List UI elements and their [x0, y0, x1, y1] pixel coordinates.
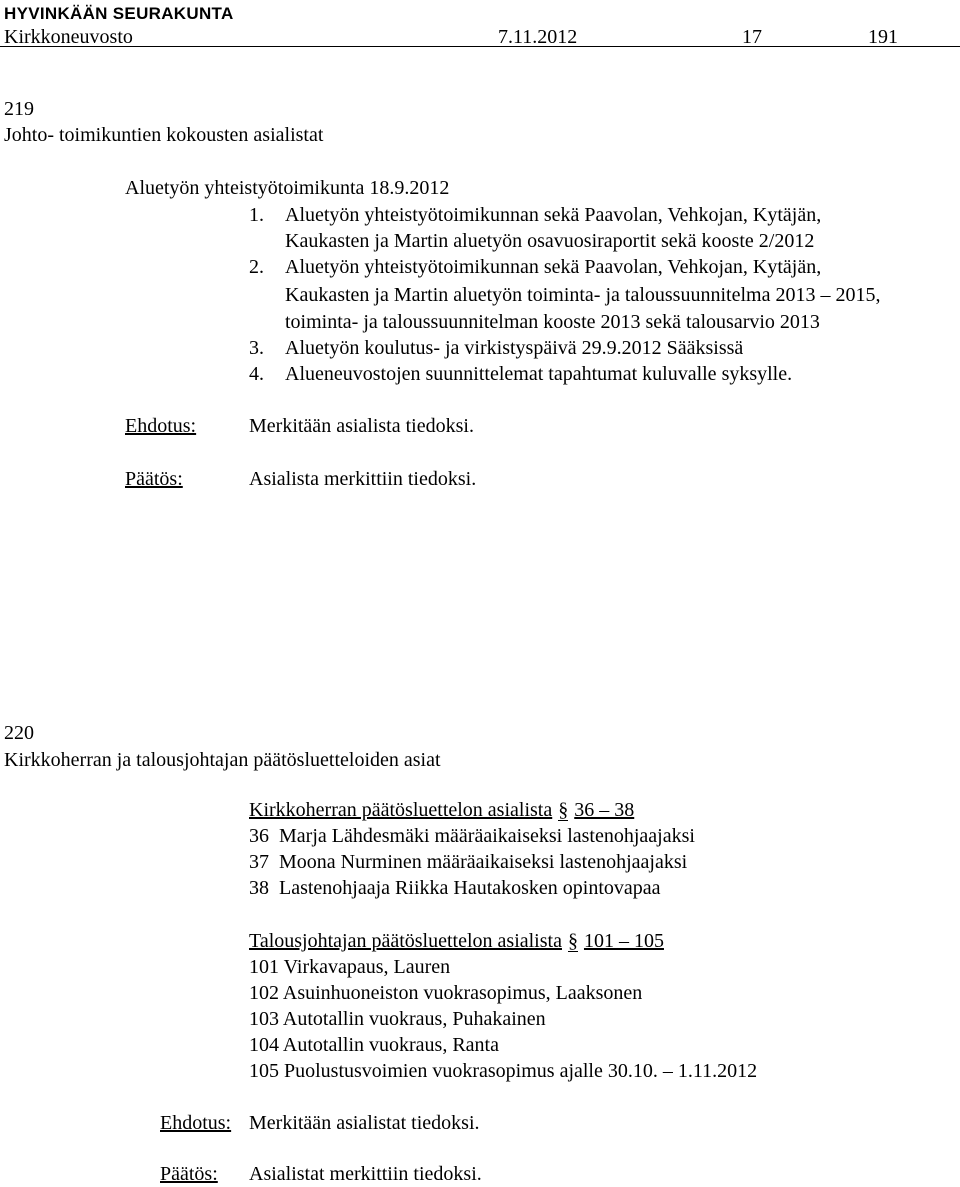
organization-name: HYVINKÄÄN SEURAKUNTA — [4, 4, 234, 23]
item-220-proposal-label: Ehdotus: — [160, 1112, 232, 1134]
list-1-range: 36 – 38 — [574, 799, 635, 821]
list-1-heading-line — [249, 797, 634, 823]
item-219-decision: Asialista merkittiin tiedoksi. — [249, 468, 477, 490]
meeting-date: 7.11.2012 — [498, 26, 578, 48]
section-mark-icon: § — [558, 799, 569, 821]
item-219-title: Johto- toimikuntien kokousten asialistat — [4, 124, 324, 146]
list-2-heading-line — [249, 928, 664, 954]
body-name: Kirkkoneuvosto — [4, 26, 133, 48]
page-number: 191 — [868, 26, 898, 48]
point-3-number: 3. — [249, 337, 264, 359]
point-2-number: 2. — [249, 256, 264, 278]
item-219-meeting: Aluetyön yhteistyötoimikunta 18.9.2012 — [125, 177, 450, 199]
item-219-proposal-label: Ehdotus: — [125, 415, 197, 437]
item-220-decision-label: Päätös: — [160, 1163, 218, 1185]
point-3-line-1: Aluetyön koulutus- ja virkistyspäivä 29.9.2012 Sääksissä — [285, 337, 744, 359]
list-2-row-103: 103 Autotallin vuokraus, Puhakainen — [249, 1008, 546, 1030]
section-number: 17 — [742, 26, 762, 48]
item-219-decision-label: Päätös: — [125, 468, 183, 490]
list-2-range: 101 – 105 — [583, 930, 664, 952]
point-2-line-3: toiminta- ja taloussuunnitelman kooste 2013 sekä talousarvio 2013 — [285, 311, 820, 333]
header-rule — [0, 46, 960, 47]
point-1-line-1: Aluetyön yhteistyötoimikunnan sekä Paavolan, Vehkojan, Kytäjän, — [285, 204, 822, 226]
list-1-row-38: 38 Lastenohjaaja Riikka Hautakosken opintovapaa — [249, 877, 661, 899]
point-2-line-1: Aluetyön yhteistyötoimikunnan sekä Paavolan, Vehkojan, Kytäjän, — [285, 256, 822, 278]
list-2-row-101: 101 Virkavapaus, Lauren — [249, 956, 451, 978]
list-2-row-104: 104 Autotallin vuokraus, Ranta — [249, 1034, 499, 1056]
section-mark-icon: § — [567, 930, 578, 952]
point-4-number: 4. — [249, 363, 264, 385]
item-220-decision: Asialistat merkittiin tiedoksi. — [249, 1163, 482, 1185]
list-2-heading: Talousjohtajan päätösluettelon asialista — [249, 930, 562, 952]
point-4-line-1: Alueneuvostojen suunnittelemat tapahtumat kuluvalle syksylle. — [285, 363, 793, 385]
item-220-proposal: Merkitään asialistat tiedoksi. — [249, 1112, 480, 1134]
point-2-line-2: Kaukasten ja Martin aluetyön toiminta- ja taloussuunnitelma 2013 – 2015, — [285, 284, 881, 306]
list-1-heading: Kirkkoherran päätösluettelon asialista — [249, 799, 553, 821]
point-1-line-2: Kaukasten ja Martin aluetyön osavuosiraportit sekä kooste 2/2012 — [285, 230, 815, 252]
item-220-title: Kirkkoherran ja talousjohtajan päätösluetteloiden asiat — [4, 749, 441, 771]
list-2-row-105: 105 Puolustusvoimien vuokrasopimus ajalle 30.10. – 1.11.2012 — [249, 1060, 758, 1082]
point-1-number: 1. — [249, 204, 264, 226]
item-219-proposal: Merkitään asialista tiedoksi. — [249, 415, 474, 437]
list-1-row-36: 36 Marja Lähdesmäki määräaikaiseksi lastenohjaajaksi — [249, 825, 695, 847]
item-219-number: 219 — [4, 98, 34, 120]
item-220-number: 220 — [4, 722, 34, 744]
list-2-row-102: 102 Asuinhuoneiston vuokrasopimus, Laaksonen — [249, 982, 643, 1004]
list-1-row-37: 37 Moona Nurminen määräaikaiseksi lastenohjaajaksi — [249, 851, 688, 873]
